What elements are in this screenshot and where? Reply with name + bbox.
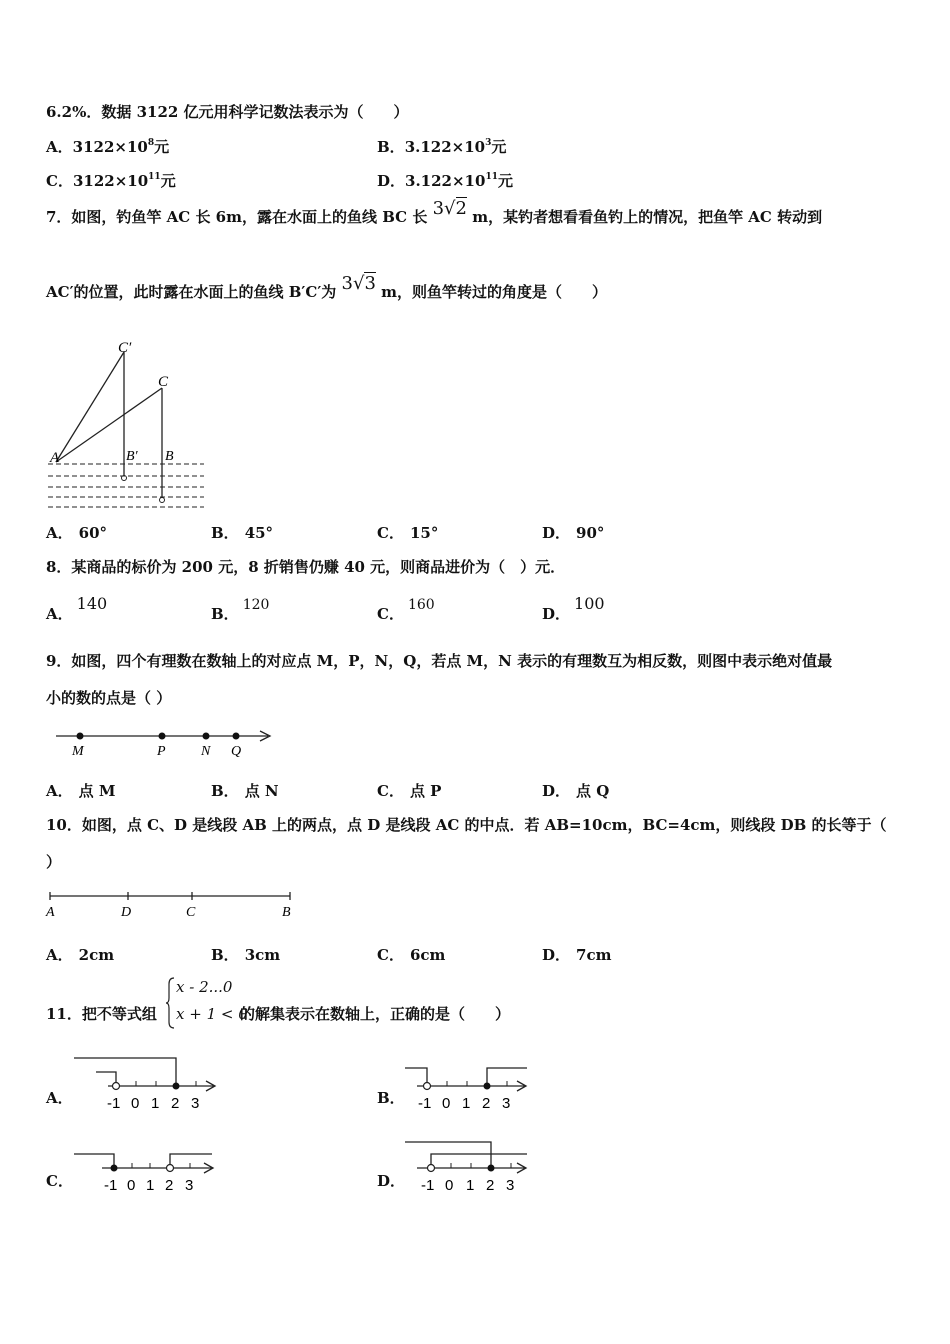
tick-label: 1: [146, 1177, 155, 1194]
q8-option-c[interactable]: C． 160: [377, 597, 435, 623]
closed-point: [173, 1083, 180, 1090]
q10-option-c[interactable]: C． 6cm: [377, 946, 446, 964]
q6-option-a[interactable]: [46, 136, 169, 157]
label-n: N: [201, 744, 211, 759]
q7-stem-line2: AC′的位置，此时露在水面上的鱼线 B′C′为 3√3 m，则鱼竿转过的角度是（ ）: [46, 273, 608, 301]
q8-option-b[interactable]: B． 120: [211, 597, 270, 623]
q8-option-d[interactable]: D．100: [542, 594, 605, 623]
option-exponent: 11: [485, 172, 498, 182]
option-letter: C．: [46, 172, 73, 190]
tick-label: 1: [151, 1095, 160, 1112]
q7-fishing-rod-figure: [44, 336, 214, 512]
closed-point: [484, 1083, 491, 1090]
q11-option-c-number-line[interactable]: [72, 1144, 220, 1198]
q11-option-a-letter[interactable]: A．: [46, 1089, 73, 1107]
tick-label: 0: [127, 1177, 136, 1194]
tick-label: 0: [131, 1095, 140, 1112]
q11-option-b-letter[interactable]: B．: [377, 1089, 405, 1107]
inequality-1: x - 2...0: [176, 978, 233, 996]
option-exponent: 3: [485, 138, 492, 148]
q10-stem-line1: 10．如图，点 C、D 是线段 AB 上的两点，点 D 是线段 AC 的中点．若 AB=10cm，BC=4cm，则线段 DB 的长等于（: [46, 816, 887, 834]
option-exponent: 8: [147, 138, 155, 148]
point-n: [203, 733, 210, 740]
label-p: P: [157, 744, 166, 759]
point-q: [233, 733, 240, 740]
label-d: D: [121, 905, 132, 920]
q9-stem-line1: 9．如图，四个有理数在数轴上的对应点 M，P，N，Q，若点 M，N 表示的有理数互为相反数，则图中表示绝对值最: [46, 652, 833, 670]
tick-label: 2: [486, 1177, 495, 1194]
q9-option-c[interactable]: C． 点 P: [377, 782, 442, 800]
tick-label: -1: [107, 1095, 121, 1112]
label-q: Q: [231, 744, 242, 759]
bc2-length-radical: 3√3: [341, 273, 376, 294]
option-letter: D．: [377, 172, 406, 190]
q6-option-b[interactable]: [377, 136, 506, 157]
option-unit: 元: [160, 172, 176, 190]
q10-stem-line2: ）: [46, 853, 62, 871]
q6-option-c[interactable]: [46, 170, 176, 191]
solution-bracket: [431, 1154, 527, 1168]
label-c: C: [158, 374, 169, 390]
option-base: 3.122×10: [404, 138, 486, 156]
option-letter: A．: [46, 138, 73, 156]
q9-option-d[interactable]: D． 点 Q: [542, 782, 610, 800]
inequality-2: x + 1 < 0: [176, 1005, 248, 1023]
solution-bracket: [74, 1058, 176, 1086]
label-a: A: [46, 905, 55, 920]
q7-stem-line1: 7．如图，钓鱼竿 AC 长 6m，露在水面上的鱼线 BC 长 3√2 m，某钓者想看看鱼钓上的情况，把鱼竿 AC 转动到: [46, 198, 823, 226]
rod-ac: [56, 388, 162, 462]
q7-option-a[interactable]: A． 60°: [46, 524, 108, 542]
closed-point: [111, 1165, 118, 1172]
option-exponent: 11: [148, 172, 161, 182]
option-base: 3122×10: [72, 172, 149, 190]
q11-option-d-letter[interactable]: D．: [377, 1172, 406, 1190]
option-base: 3122×10: [72, 138, 148, 156]
q11-inequality-system: [166, 976, 248, 1030]
label-b: B: [282, 905, 291, 920]
tick-label: -1: [421, 1177, 435, 1194]
label-b-prime: B′: [126, 449, 138, 464]
solution-bracket: [405, 1142, 491, 1168]
tick-label: 3: [185, 1177, 194, 1194]
q11-stem-prefix: 11．把不等式组: [46, 1005, 157, 1023]
option-unit: 元: [491, 138, 507, 156]
q7-option-c[interactable]: C． 15°: [377, 524, 439, 542]
q10-option-b[interactable]: B． 3cm: [211, 946, 281, 964]
tick-label: 3: [502, 1095, 511, 1112]
q6-option-d[interactable]: [377, 170, 513, 191]
label-c: C: [186, 905, 196, 920]
label-m: M: [72, 744, 84, 759]
q11-option-b-number-line[interactable]: [403, 1060, 531, 1114]
q11-stem-suffix: 的解集表示在数轴上，正确的是（ ）: [240, 1005, 511, 1023]
q9-option-a[interactable]: A． 点 M: [46, 782, 116, 800]
hook-icon: [160, 498, 165, 503]
solution-bracket: [74, 1154, 114, 1168]
tick-label: -1: [418, 1095, 432, 1112]
q11-option-d-number-line[interactable]: [403, 1136, 531, 1198]
open-point: [113, 1083, 120, 1090]
label-c-prime: C′: [118, 340, 132, 356]
q10-option-d[interactable]: D． 7cm: [542, 946, 612, 964]
option-unit: 元: [497, 172, 513, 190]
open-point: [167, 1165, 174, 1172]
tick-label: 2: [482, 1095, 491, 1112]
solution-bracket: [170, 1154, 212, 1168]
tick-label: 3: [191, 1095, 200, 1112]
label-b: B: [165, 449, 174, 464]
q9-option-b[interactable]: B． 点 N: [211, 782, 279, 800]
option-letter: B．: [377, 138, 405, 156]
q10-segment-figure: [44, 888, 300, 922]
tick-label: 0: [442, 1095, 451, 1112]
option-unit: 元: [154, 138, 170, 156]
open-point: [428, 1165, 435, 1172]
tick-label: 1: [466, 1177, 475, 1194]
tick-label: 1: [462, 1095, 471, 1112]
point-m: [77, 733, 84, 740]
tick-label: 2: [171, 1095, 180, 1112]
solution-bracket: [405, 1068, 427, 1086]
tick-label: -1: [104, 1177, 118, 1194]
label-a: A: [50, 450, 60, 466]
q11-option-a-number-line[interactable]: [72, 1052, 220, 1114]
q8-option-a[interactable]: A．140: [46, 594, 108, 623]
q7-option-b[interactable]: B． 45°: [211, 524, 274, 542]
point-p: [159, 733, 166, 740]
q6-stem: 6.2%．数据 3122 亿元用科学记数法表示为（ ）: [46, 103, 409, 121]
tick-label: 3: [506, 1177, 515, 1194]
q8-stem: 8．某商品的标价为 200 元，8 折销售仍赚 40 元，则商品进价为（ ）元．: [46, 558, 566, 576]
tick-label: 2: [165, 1177, 174, 1194]
open-point: [424, 1083, 431, 1090]
q9-stem-line2: 小的数的点是（ ）: [46, 689, 172, 707]
q10-option-a[interactable]: A． 2cm: [46, 946, 115, 964]
bc-length-radical: 3√2: [432, 198, 467, 219]
tick-label: 0: [445, 1177, 454, 1194]
q7-option-d[interactable]: D． 90°: [542, 524, 605, 542]
q9-number-line-figure: [50, 724, 280, 764]
option-base: 3.122×10: [405, 172, 486, 190]
closed-point: [488, 1165, 495, 1172]
rod-ac-prime: [56, 352, 124, 462]
left-brace-icon: [166, 976, 176, 1030]
q11-option-c-letter[interactable]: C．: [46, 1172, 73, 1190]
